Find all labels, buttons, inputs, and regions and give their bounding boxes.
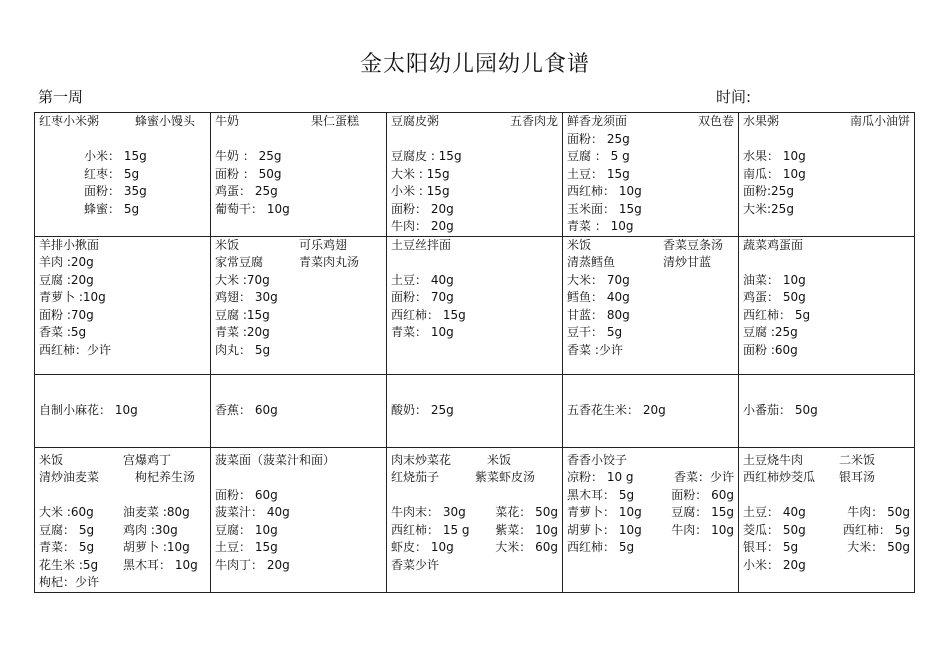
ingredient: 大米： 70g <box>567 272 630 287</box>
menu-cell-r4-fri <box>739 447 915 592</box>
dish-name: 红烧茄子 <box>391 470 440 484</box>
menu-cell-r2-fri <box>739 236 915 374</box>
ingredient: 牛肉丁： 20g <box>215 557 290 572</box>
ingredient: 面粉 :60g <box>743 342 798 357</box>
ingredient: 土豆： 40g <box>743 505 806 519</box>
ingredient: 小米 : 15g <box>391 184 450 198</box>
ingredient: 西红柿： 15 g <box>391 522 470 537</box>
page-title: 金太阳幼儿园幼儿食谱 <box>359 52 590 77</box>
dish-name: 米饭 <box>487 452 512 467</box>
ingredient: 大米： 50g <box>847 540 910 554</box>
dish-name: 银耳汤 <box>839 470 876 484</box>
ingredient: 面粉 :70g <box>39 307 94 322</box>
ingredient: 大米 : 15g <box>391 166 450 181</box>
dish-name: 鲜香龙须面 <box>567 114 628 128</box>
ingredient: 西红柿： 5g <box>567 540 635 554</box>
dish-name: 西红柿炒茭瓜 <box>743 470 816 484</box>
table-row <box>35 113 915 237</box>
ingredient: 香菜 :5g <box>39 325 87 339</box>
dish-name: 青菜肉丸汤 <box>299 255 360 269</box>
dish-name: 米饭 <box>39 452 64 467</box>
ingredient: 菜花： 50g <box>495 505 558 519</box>
dish-name: 米饭 <box>215 237 240 252</box>
ingredient: 菠菜汁： 40g <box>215 505 290 519</box>
ingredient: 青菜： 5g <box>39 540 95 554</box>
menu-cell-r1-tue <box>211 113 387 237</box>
menu-cell-r4-thu <box>563 447 739 592</box>
ingredient: 小米： 15g <box>84 149 147 163</box>
menu-cell-r3-thu: 五香花生米： 20g <box>563 374 739 447</box>
dish-name: 清蒸鳕鱼 <box>567 255 616 269</box>
ingredient: 香菜 :少许 <box>567 342 623 357</box>
dish-name: 土豆丝拌面 <box>391 237 452 252</box>
dish-name: 羊排小揪面 <box>39 237 100 252</box>
ingredient: 青菜 ： 10g <box>567 219 634 233</box>
ingredient: 牛肉： 10g <box>671 522 734 537</box>
dish-name: 双色卷 <box>697 114 734 128</box>
ingredient: 鸡翅： 30g <box>215 290 278 304</box>
ingredient: 花生米 :5g <box>39 557 99 572</box>
ingredient: 凉粉： 10 g <box>567 470 634 484</box>
ingredient: 西红柿：少许 <box>39 342 112 357</box>
ingredient: 西红柿： 10g <box>567 184 642 198</box>
ingredient: 面粉： 20g <box>391 201 454 216</box>
dish-name: 清炒甘蓝 <box>663 255 712 269</box>
ingredient: 红枣： 5g <box>84 166 140 181</box>
dish-name: 香菜豆条汤 <box>663 237 724 252</box>
ingredient: 大米:25g <box>743 201 794 216</box>
ingredient: 油菜： 10g <box>743 272 806 287</box>
dish-name: 枸杞养生汤 <box>135 470 196 484</box>
ingredient: 大米： 60g <box>495 540 558 554</box>
dish-name: 牛奶 <box>215 114 240 128</box>
ingredient: 蜂蜜： 5g <box>84 201 140 216</box>
ingredient: 胡萝卜： 10g <box>567 522 642 537</box>
date-label: 时间: <box>716 88 752 106</box>
menu-table <box>34 112 915 593</box>
ingredient: 面粉： 25g <box>567 131 630 146</box>
dish-name: 二米饭 <box>839 452 876 467</box>
dish-name: 香香小饺子 <box>567 452 628 467</box>
ingredient: 西红柿： 15g <box>391 307 466 322</box>
table-row <box>35 447 915 592</box>
ingredient: 大米 :70g <box>215 272 270 287</box>
dish-name: 清炒油麦菜 <box>39 470 100 484</box>
ingredient: 虾皮： 10g <box>391 540 454 554</box>
ingredient: 南瓜： 10g <box>743 166 806 181</box>
ingredient: 小米： 20g <box>743 557 806 572</box>
menu-cell-r2-tue <box>211 236 387 374</box>
ingredient: 紫菜： 10g <box>495 522 558 537</box>
dish-name: 土豆烧牛肉 <box>743 452 804 467</box>
ingredient: 牛肉： 20g <box>391 219 454 233</box>
dish-name: 水果粥 <box>743 114 780 128</box>
menu-cell-r1-fri <box>739 113 915 237</box>
ingredient: 茭瓜： 50g <box>743 522 806 537</box>
table-row <box>35 374 915 447</box>
ingredient: 土豆： 15g <box>567 166 630 181</box>
ingredient: 面粉： 60g <box>215 487 278 502</box>
menu-cell-r1-wed <box>387 113 563 237</box>
ingredient: 牛肉： 50g <box>847 505 910 519</box>
ingredient: 面粉:25g <box>743 184 794 198</box>
ingredient: 玉米面： 15g <box>567 201 642 216</box>
ingredient: 西红柿： 5g <box>743 307 811 322</box>
dish-name: 南瓜小油饼 <box>849 114 910 128</box>
menu-cell-r2-thu <box>563 236 739 374</box>
ingredient: 土豆： 40g <box>391 272 454 287</box>
dish-name: 米饭 <box>567 237 592 252</box>
dish-name: 果仁蛋糕 <box>311 114 360 128</box>
ingredient: 青萝卜 :10g <box>39 290 106 304</box>
ingredient: 鸡肉 :30g <box>123 522 178 537</box>
dish-name: 肉末炒菜花 <box>391 452 452 467</box>
ingredient: 羊肉 :20g <box>39 255 94 269</box>
menu-cell-r2-mon <box>35 236 211 374</box>
ingredient: 葡萄干： 10g <box>215 201 290 216</box>
ingredient: 豆腐 :20g <box>39 272 94 287</box>
ingredient: 枸杞：少许 <box>39 575 100 589</box>
ingredient: 鳕鱼： 40g <box>567 290 630 304</box>
ingredient: 青菜： 10g <box>391 325 454 339</box>
ingredient: 银耳： 5g <box>743 540 799 554</box>
dish-name: 家常豆腐 <box>215 255 264 269</box>
ingredient: 面粉： 70g <box>391 290 454 304</box>
menu-cell-r4-tue <box>211 447 387 592</box>
menu-cell-r3-fri: 小番茄： 50g <box>739 374 915 447</box>
ingredient: 牛奶 ： 25g <box>215 149 282 163</box>
ingredient: 鸡蛋： 25g <box>215 184 278 198</box>
menu-cell-r4-wed <box>387 447 563 592</box>
ingredient: 胡萝卜 :10g <box>123 540 190 554</box>
ingredient: 豆腐皮 : 15g <box>391 149 462 163</box>
ingredient: 油麦菜 :80g <box>123 505 190 519</box>
ingredient: 黑木耳： 10g <box>123 557 198 572</box>
dish-name: 豆腐皮粥 <box>391 114 440 128</box>
week-label: 第一周 <box>38 88 84 106</box>
table-row <box>35 236 915 374</box>
ingredient: 香菜：少许 <box>673 470 734 484</box>
ingredient: 土豆： 15g <box>215 540 278 554</box>
dish-name: 五香肉龙 <box>509 114 558 128</box>
ingredient: 大米 :60g <box>39 505 94 519</box>
ingredient: 西红柿： 5g <box>842 522 910 537</box>
menu-cell-r3-wed: 酸奶： 25g <box>387 374 563 447</box>
ingredient: 甘蓝： 80g <box>567 307 630 322</box>
ingredient: 牛肉末： 30g <box>391 505 466 519</box>
menu-cell-r1-mon <box>35 113 211 237</box>
ingredient: 肉丸： 5g <box>215 342 271 357</box>
ingredient: 豆腐 :15g <box>215 307 270 322</box>
ingredient: 鸡蛋： 50g <box>743 290 806 304</box>
menu-cell-r3-mon: 自制小麻花： 10g <box>35 374 211 447</box>
ingredient: 豆干： 5g <box>567 325 623 339</box>
dish-name: 红枣小米粥 <box>39 114 100 128</box>
menu-cell-r4-mon <box>35 447 211 592</box>
ingredient: 香菜少许 <box>391 557 440 572</box>
ingredient: 豆腐： 10g <box>215 522 278 537</box>
dish-name: 宫爆鸡丁 <box>123 452 172 467</box>
menu-cell-r1-thu <box>563 113 739 237</box>
menu-cell-r2-wed <box>387 236 563 374</box>
dish-name: 蔬菜鸡蛋面 <box>743 237 804 252</box>
ingredient: 面粉： 60g <box>671 487 734 502</box>
menu-cell-r3-tue: 香蕉： 60g <box>211 374 387 447</box>
ingredient: 豆腐 ： 5 g <box>567 149 630 163</box>
dish-name: 蜂蜜小馒头 <box>135 114 196 128</box>
dish-name: 菠菜面（菠菜汁和面） <box>215 452 336 467</box>
ingredient: 豆腐 :25g <box>743 325 798 339</box>
dish-name: 可乐鸡翅 <box>299 237 348 252</box>
ingredient: 豆腐： 5g <box>39 522 95 537</box>
dish-name: 紫菜虾皮汤 <box>475 470 536 484</box>
ingredient: 青萝卜： 10g <box>567 505 642 519</box>
ingredient: 水果： 10g <box>743 149 806 163</box>
ingredient: 黑木耳： 5g <box>567 487 635 502</box>
ingredient: 面粉： 35g <box>84 184 147 198</box>
ingredient: 青菜 :20g <box>215 325 270 339</box>
ingredient: 面粉 ： 50g <box>215 166 282 181</box>
ingredient: 豆腐： 15g <box>671 505 734 519</box>
